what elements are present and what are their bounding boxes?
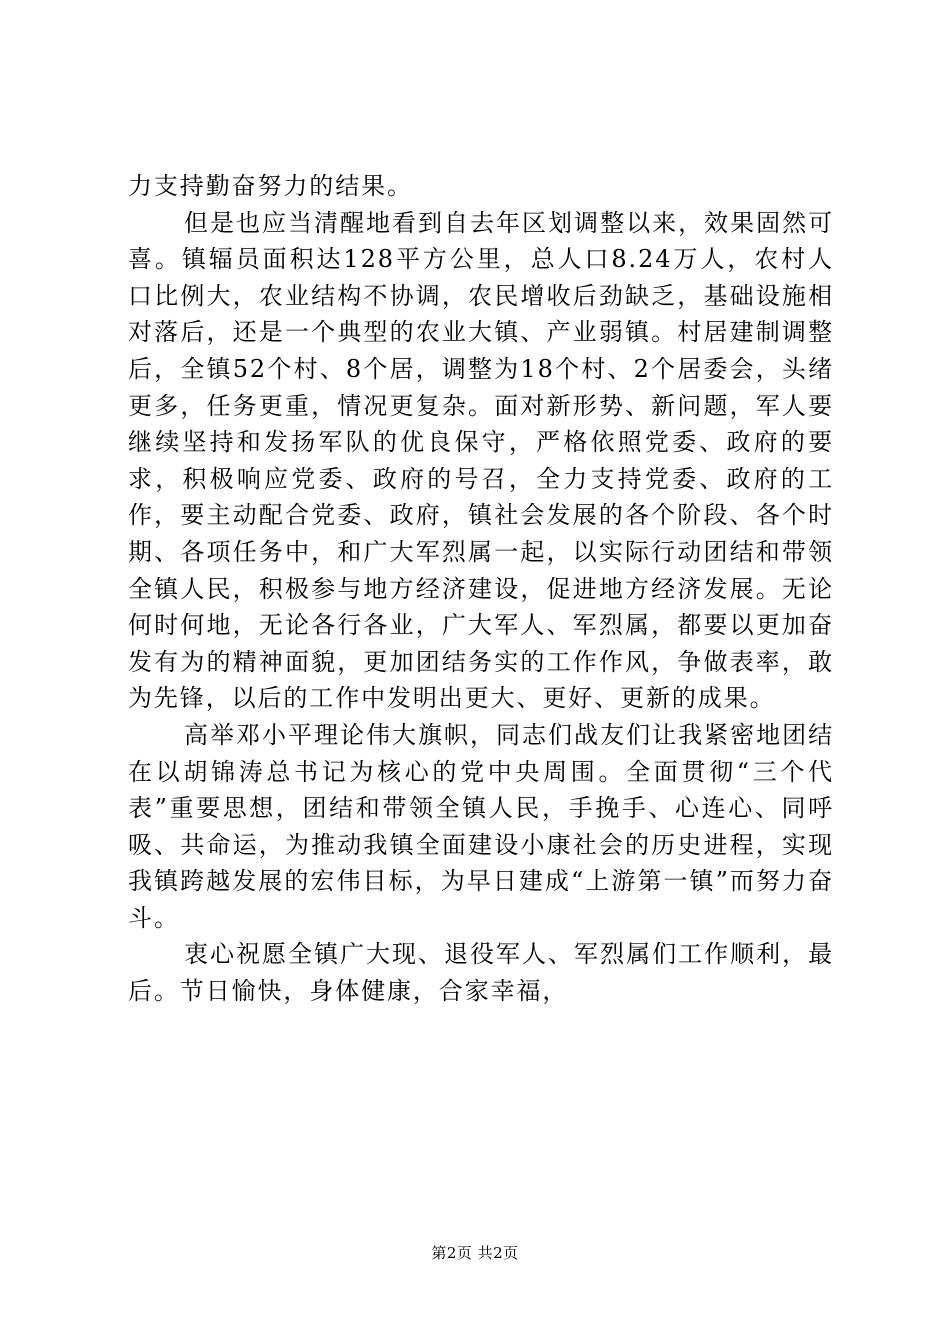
document-body bbox=[128, 168, 834, 1010]
paragraph-closing-wishes: 衷心祝愿全镇广大现、退役军人、军烈属们工作顺利，最后。节日愉快，身体健康，合家幸福， bbox=[128, 940, 834, 1006]
paragraph-continuation: 力支持勤奋努力的结果。 bbox=[128, 172, 413, 200]
page-footer bbox=[0, 1243, 950, 1263]
page-number-label: 第2页 共2页 bbox=[431, 1244, 519, 1262]
paragraph-call-to-action: 高举邓小平理论伟大旗帜，同志们战友们让我紧密地团结在以胡锦涛总书记为核心的党中央周围。全面贯彻“三个代表”重要思想，团结和带领全镇人民，手挽手、心连心、同呼吸、共命运，为推动我镇全面建设小康社会的历史进程，实现我镇跨越发展的宏伟目标，为早日建成“上游第一镇”而努力奋斗。 bbox=[128, 720, 834, 932]
paragraph-situation: 但是也应当清醒地看到自去年区划调整以来，效果固然可喜。镇辐员面积达128平方公里，总人口8.24万人，农村人口比例大，农业结构不协调，农民增收后劲缺乏，基础设施相对落后，还是一个典型的农业大镇、产业弱镇。村居建制调整后，全镇52个村、8个居，调整为18个村、2个居委会，头绪更多，任务更重，情况更复杂。面对新形势、新问题，军人要继续坚持和发扬军队的优良保守，严格依照党委、政府的要求，积极响应党委、政府的号召，全力支持党委、政府的工作，要主动配合党委、政府，镇社会发展的各个阶段、各个时期、各项任务中，和广大军烈属一起，以实际行动团结和带领全镇人民，积极参与地方经济建设，促进地方经济发展。无论何时何地，无论各行各业，广大军人、军烈属，都要以更加奋发有为的精神面貌，更加团结务实的工作作风，争做表率，敢为先锋，以后的工作中发明出更大、更好、更新的成果。 bbox=[128, 208, 834, 713]
